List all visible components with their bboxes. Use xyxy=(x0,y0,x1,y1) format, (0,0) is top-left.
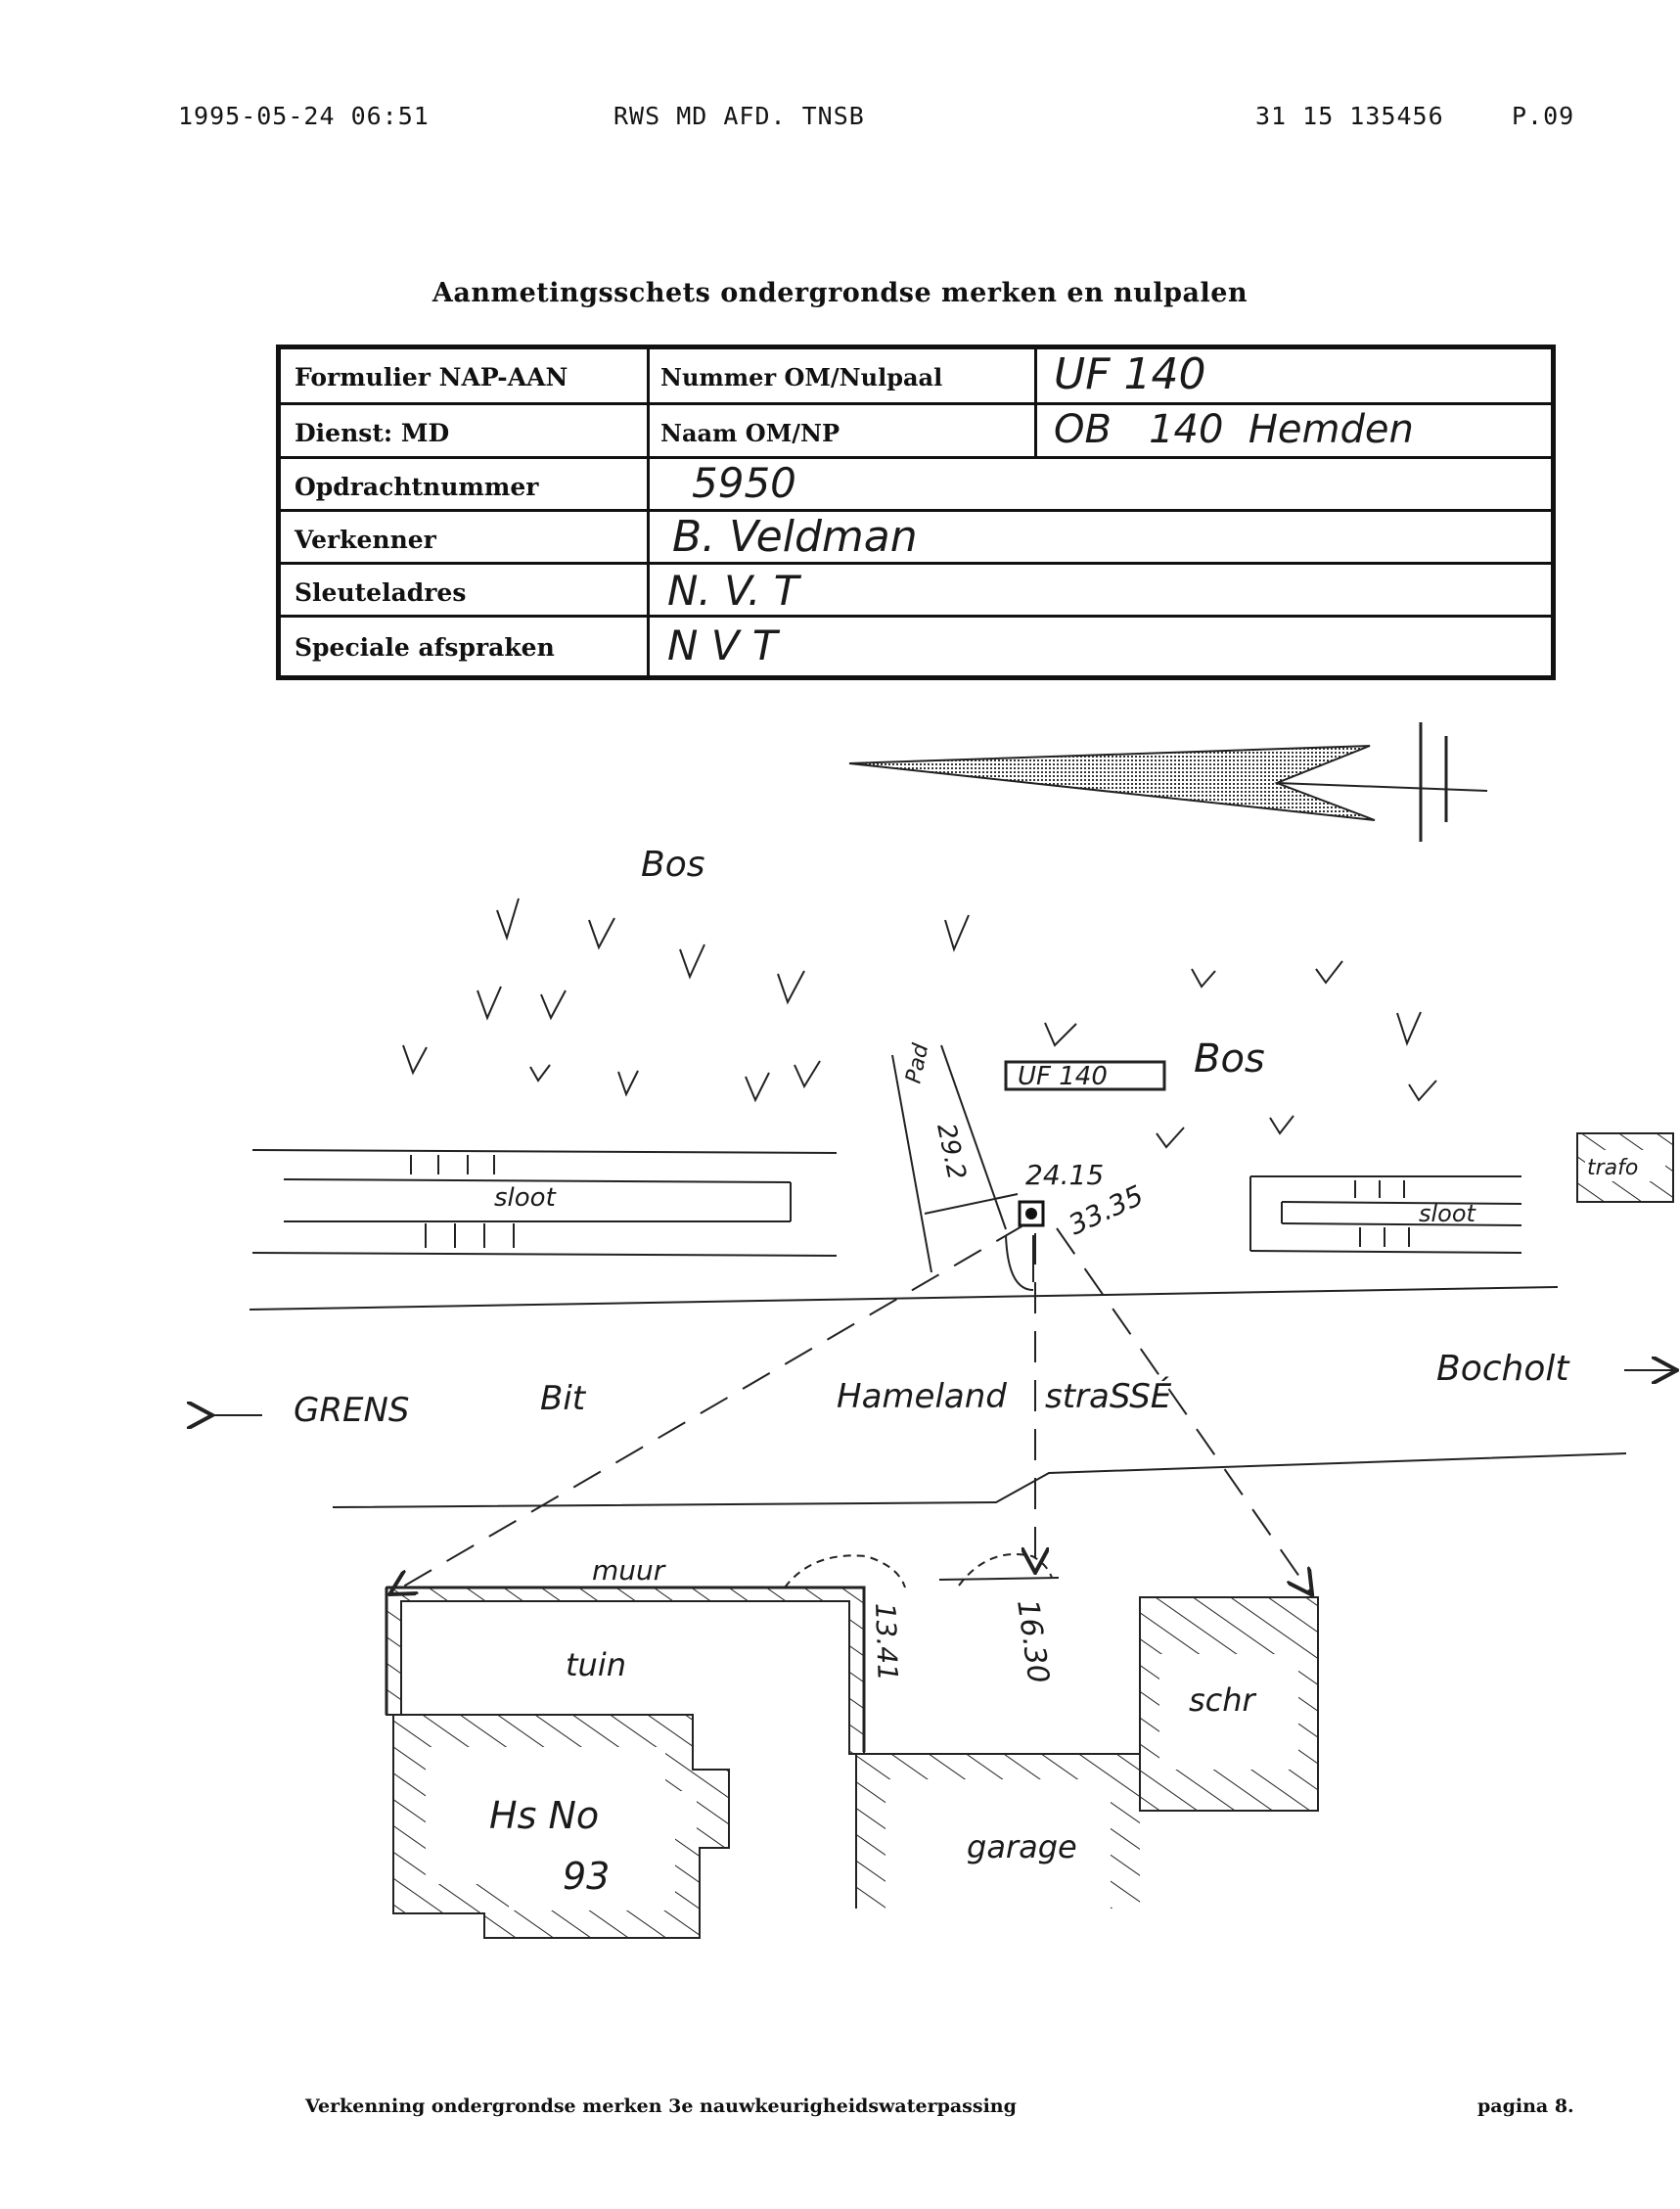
label-trafo: trafo xyxy=(1587,1156,1639,1180)
dim-line-pad xyxy=(925,1194,1018,1214)
label-bos-right: Bos xyxy=(1194,1036,1265,1081)
road-edge-bottom xyxy=(333,1453,1626,1507)
value-opdrachtnummer: 5950 xyxy=(692,459,796,507)
fax-number: 31 15 135456 xyxy=(1255,102,1444,130)
label-bocholt: Bocholt xyxy=(1436,1349,1569,1389)
label-road-name: Hameland xyxy=(837,1377,1007,1416)
fax-page: P.09 xyxy=(1512,102,1575,130)
label-naam: Naam OM/NP xyxy=(660,419,840,447)
label-pad: Pad xyxy=(901,1041,934,1086)
fax-datetime: 1995-05-24 06:51 xyxy=(178,102,430,130)
fax-sender: RWS MD AFD. TNSB xyxy=(613,102,865,130)
path-junction-curve xyxy=(1006,1235,1033,1290)
wall-front-line xyxy=(939,1578,1059,1580)
label-nummer: Nummer OM/Nulpaal xyxy=(660,363,943,391)
label-bos-top: Bos xyxy=(641,845,705,885)
survey-marker-center xyxy=(1025,1208,1037,1220)
value-speciale-afspraken: N V T xyxy=(667,621,778,669)
footer-description: Verkenning ondergrondse merken 3e nauwkeurigheidswaterpassing xyxy=(305,2095,1017,2117)
label-sloot-left: sloot xyxy=(494,1183,556,1213)
north-arrow-icon xyxy=(849,722,1487,842)
label-garage: garage xyxy=(967,1828,1077,1865)
arc-dist-d xyxy=(959,1554,1052,1586)
value-nummer: UF 140 xyxy=(1054,349,1206,399)
label-marker-id: UF 140 xyxy=(1018,1062,1108,1091)
label-dist-d: 16.30 xyxy=(1010,1597,1056,1686)
label-dist-b: 33.35 xyxy=(1064,1178,1149,1242)
label-house-number: 93 xyxy=(563,1855,611,1898)
label-dist-pad: 29.2 xyxy=(931,1121,972,1183)
value-sleuteladres: N. V. T xyxy=(667,567,799,615)
label-sleuteladres: Sleuteladres xyxy=(295,578,467,607)
value-naam: OB 140 Hemden xyxy=(1054,407,1414,452)
label-house: Hs No xyxy=(489,1794,600,1837)
forest-marks xyxy=(403,898,1436,1147)
label-speciale-afspraken: Speciale afspraken xyxy=(295,633,555,662)
label-opdrachtnummer: Opdrachtnummer xyxy=(295,473,539,501)
label-dist-a: 24.15 xyxy=(1025,1159,1105,1191)
label-dienst: Dienst: MD xyxy=(295,419,450,447)
label-grens: GRENS xyxy=(294,1391,410,1430)
label-tuin: tuin xyxy=(566,1646,626,1683)
label-schuur: schr xyxy=(1189,1681,1255,1719)
footer-page-number: pagina 8. xyxy=(1477,2095,1574,2117)
label-verkenner: Verkenner xyxy=(295,526,436,554)
label-sloot-right: sloot xyxy=(1419,1200,1476,1227)
label-formulier: Formulier NAP-AAN xyxy=(295,363,568,391)
label-muur: muur xyxy=(592,1554,665,1587)
label-dist-c: 13.41 xyxy=(869,1602,904,1682)
document-title: Aanmetingsschets ondergrondse merken en nulpalen xyxy=(431,278,1249,308)
value-verkenner: B. Veldman xyxy=(672,512,918,562)
arc-dist-c xyxy=(785,1555,905,1588)
label-bij: Bit xyxy=(540,1379,586,1418)
label-road-suffix: straSSÉ xyxy=(1045,1377,1172,1416)
path-line-left xyxy=(892,1055,931,1272)
road-edge-top xyxy=(250,1287,1558,1310)
ditch-right xyxy=(1250,1176,1521,1253)
